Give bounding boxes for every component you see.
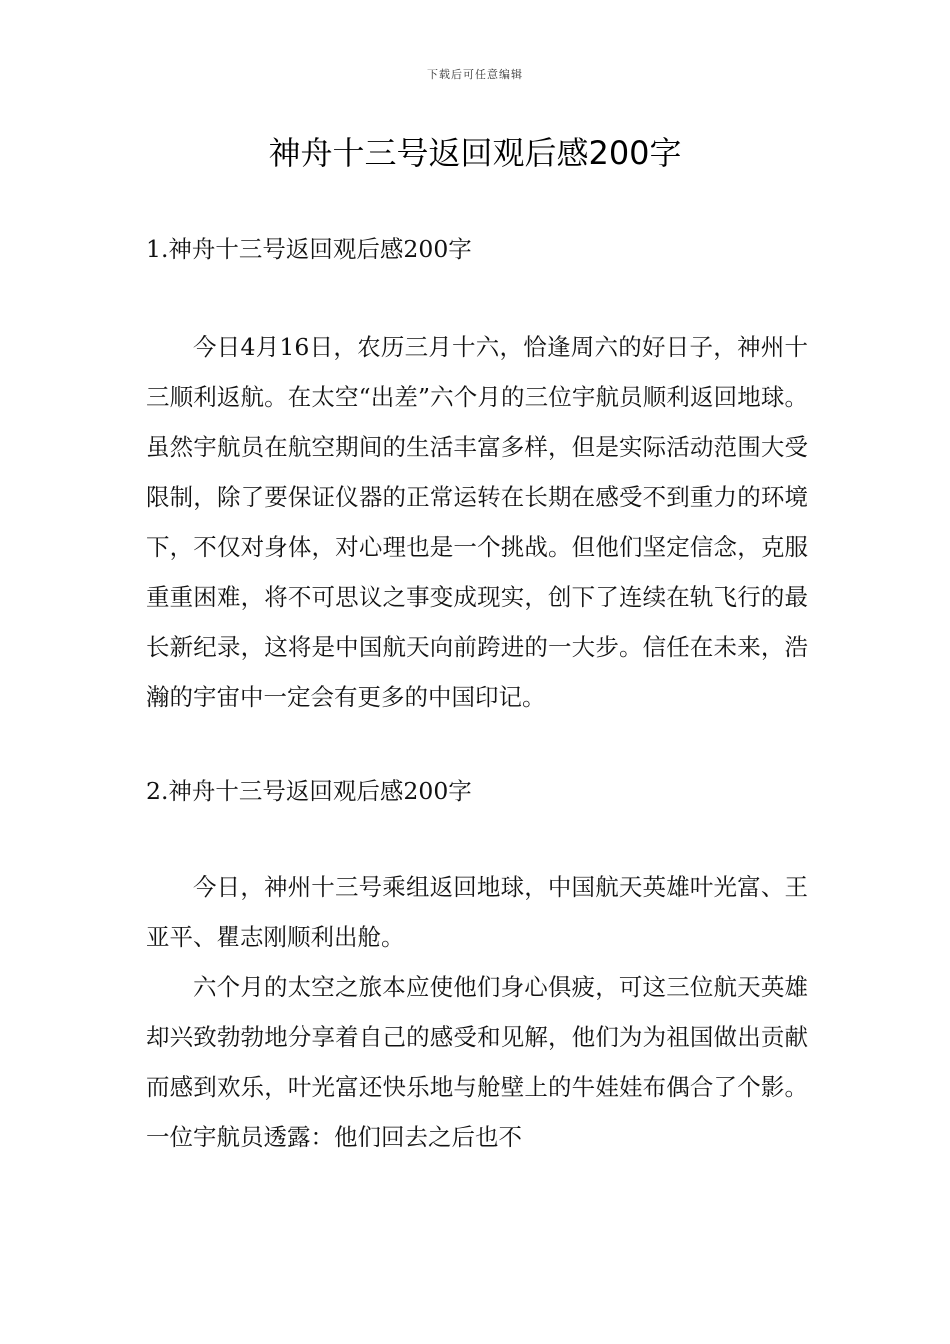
section-1-paragraph-1: 今日4月16日，农历三月十六，恰逢周六的好日子，神州十三顺利返航。在太空“出差”六个月的三位宇航员顺利返回地球。虽然宇航员在航空期间的生活丰富多样，但是实际活动范围大受限制，除了要保证仪器的正常运转在长期在感受不到重力的环境下，不仅对身体，对心理也是一个挑战。但他们坚定信念，克服重重困难，将不可思议之事变成现实，创下了连续在轨飞行的最长新纪录，这将是中国航天向前跨进的一大步。信任在未来，浩瀚的宇宙中一定会有更多的中国印记。	[146, 333, 808, 711]
section-2-paragraph-1: 今日，神州十三号乘组返回地球，中国航天英雄叶光富、王亚平、瞿志刚顺利出舱。	[146, 873, 808, 951]
section-heading-2: 2.神舟十三号返回观后感200字	[146, 777, 472, 805]
document-body	[146, 226, 808, 1162]
document-title: 神舟十三号返回观后感200字	[268, 134, 682, 172]
section-2-paragraph-2: 六个月的太空之旅本应使他们身心俱疲，可这三位航天英雄却兴致勃勃地分享着自己的感受和见解，他们为为祖国做出贡献而感到欢乐，叶光富还快乐地与舱壁上的牛娃娃布偶合了个影。一位宇航员透露：他们回去之后也不	[146, 973, 808, 1151]
section-heading-1: 1.神舟十三号返回观后感200字	[146, 235, 472, 263]
header-note: 下载后可任意编辑	[427, 68, 523, 81]
